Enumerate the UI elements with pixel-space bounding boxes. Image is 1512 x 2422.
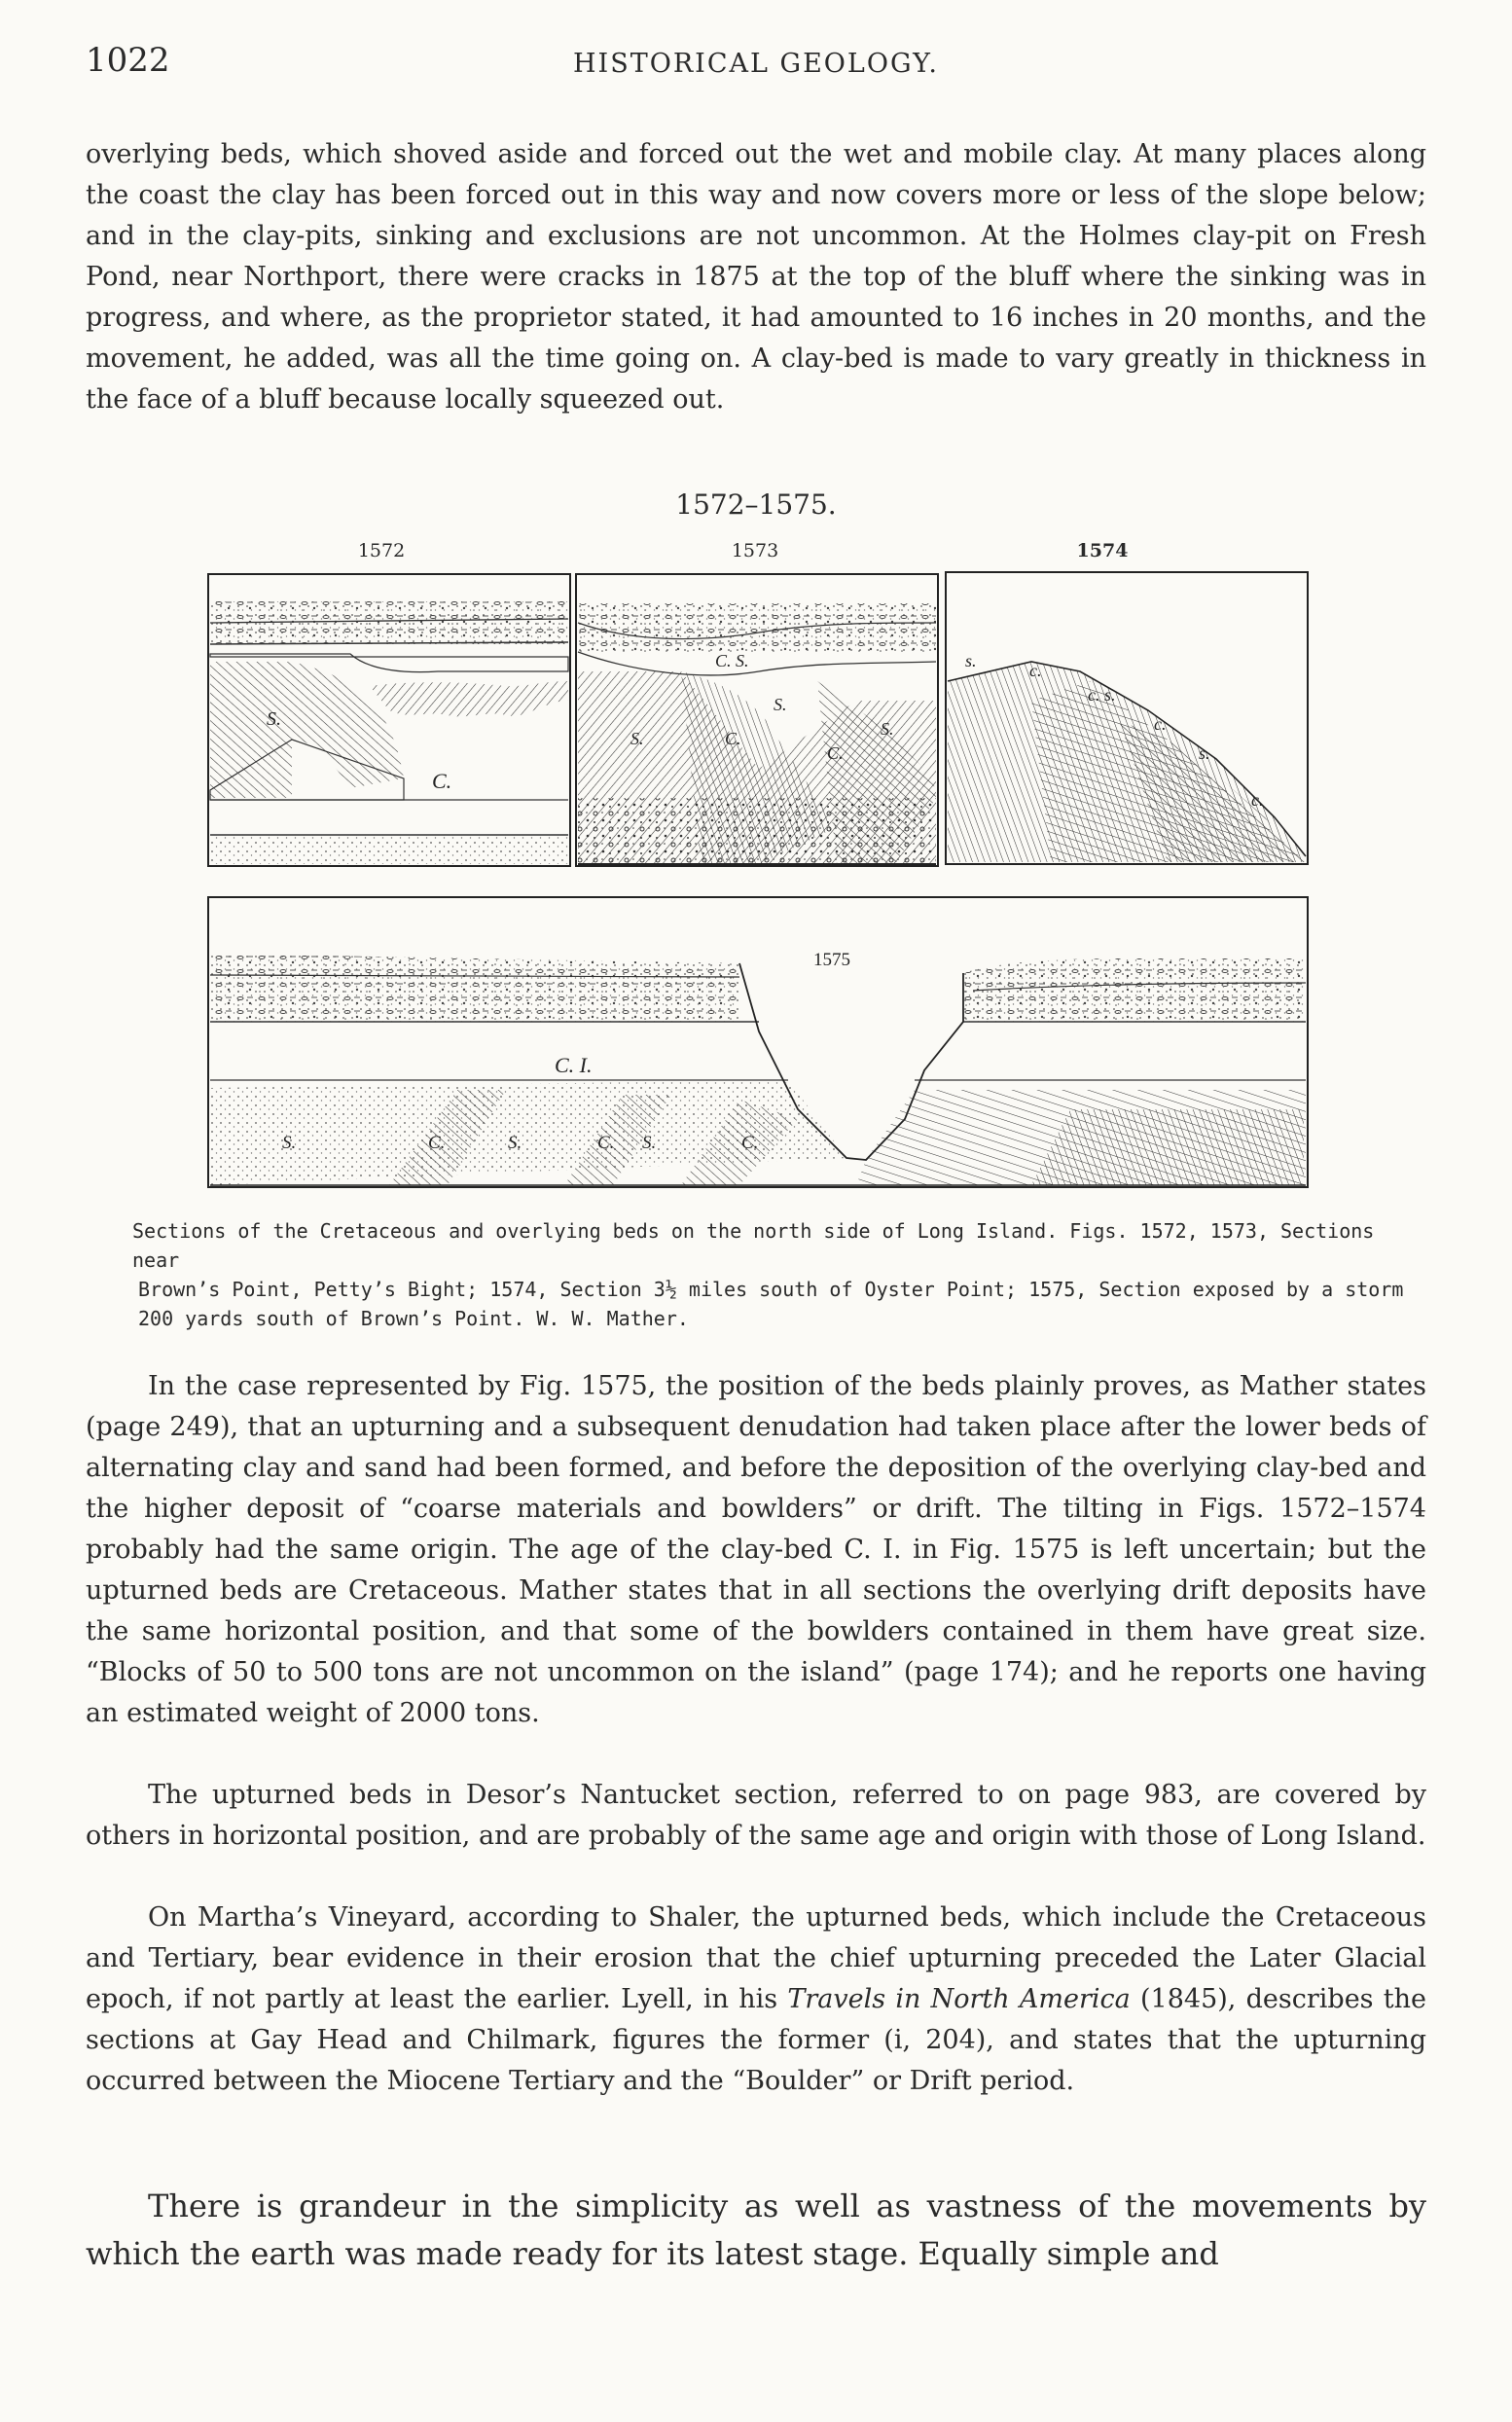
figure-label-1575: 1575 xyxy=(813,950,850,970)
figure-label-1574: 1574 xyxy=(1076,540,1129,561)
annotation-1572-c: C. xyxy=(432,769,452,793)
page-number: 1022 xyxy=(86,41,170,80)
paragraph-4-text-a: On Martha’s Vineyard, according to Shaler, the upturned beds, which include the Cretaceous and Tertiary, bear evidence in their erosion that the chief upturning preceded the Later Glacial epoch, if not partly at least the earlier. Lyell, in his xyxy=(86,1902,1426,2014)
annotation-1575-c2: C. xyxy=(597,1133,615,1153)
paragraph-3: The upturned beds in Desor’s Nantucket section, referred to on page 983, are covered by others in horizontal position, and are probably of the same age and origin with those of Long Island. xyxy=(86,1780,1426,1851)
caption-line-1: Sections of the Cretaceous and overlying beds on the north side of Long Island. Figs. 1572, 1573, Sections near xyxy=(132,1219,1375,1272)
annotation-1573-s2: S. xyxy=(774,695,787,714)
paragraph-5: There is grandeur in the simplicity as well as vastness of the movements by which the earth was made ready for its latest stage. Equally simple and xyxy=(86,2187,1426,2272)
annotation-1573-s1: S. xyxy=(630,729,644,748)
paragraph-2: In the case represented by Fig. 1575, the position of the beds plainly proves, as Mather states (page 249), that an upturning and a subsequent denudation had taken place after the lower beds of alternating clay and sand had been formed, and before the deposition of the overlying clay-bed and the higher deposit of “coarse materials and bowlders” or drift. The tilting in Figs. 1572–1574 probably had the same origin. The age of the clay-bed C. I. in Fig. 1575 is left uncertain; but the upturned beds are Cretaceous. Mather states that in all sections the overlying drift deposits have the same horizontal position, and that some of the bowlders contained in them have great size. “Blocks of 50 to 500 tons are not uncommon on the island” (page 174); and he reports one having an estimated weight of 2000 tons. xyxy=(86,1371,1426,1728)
annotation-1575-s3: S. xyxy=(642,1133,657,1153)
annotation-1573-c2: C. xyxy=(827,743,844,763)
section-1574 xyxy=(946,572,1308,864)
annotation-1573-cs: C. S. xyxy=(715,651,749,670)
annotation-1574-cs: c. s. xyxy=(1088,685,1116,705)
annotation-1575-c3: C. xyxy=(741,1133,759,1153)
annotation-1574-s1: s. xyxy=(965,651,977,670)
running-title: HISTORICAL GEOLOGY. xyxy=(572,49,939,79)
annotation-1575-s2: S. xyxy=(508,1133,522,1153)
annotation-1574-c1: c. xyxy=(1029,661,1042,680)
paragraph-4-text-b: (1845), describes the sections at Gay Head and Chilmark, figures the former (i, 204), and states that the upturning occurred between the Miocene Tertiary and the “Boulder” or Drift period. xyxy=(86,1984,1427,2096)
section-1572 xyxy=(208,574,570,866)
annotation-1572-s: S. xyxy=(267,708,281,730)
book-title: Travels in North America xyxy=(787,1984,1131,2014)
annotation-1573-s3: S. xyxy=(881,719,894,739)
figure-title: 1572–1575. xyxy=(675,488,837,521)
geological-sections-figure xyxy=(0,0,1512,1207)
paragraph-1: overlying beds, which shoved aside and forced out the wet and mobile clay. At many places along the coast the clay has been forced out in this way and now covers more or less of the slope below; and in the clay-pits, sinking and exclusions are not uncommon. At the Holmes clay-pit on Fresh Pond, near Northport, there were cracks in 1875 at the top of the bluff where the sinking was in progress, and where, as the proprietor stated, it had amounted to 16 inches in 20 months, and the movement, he added, was all the time going on. A clay-bed is made to vary greatly in thickness in the face of a bluff because locally squeezed out. xyxy=(86,139,1426,415)
figure-caption xyxy=(132,1216,1426,1333)
annotation-1573-c1: C. xyxy=(725,729,741,748)
annotation-1575-s1: S. xyxy=(282,1133,297,1153)
annotation-1575-c1: C. xyxy=(428,1133,446,1153)
caption-line-3: 200 yards south of Brown’s Point. W. W. Mather. xyxy=(138,1307,689,1330)
annotation-1575-ci: C. I. xyxy=(555,1053,593,1077)
figure-label-1572: 1572 xyxy=(357,540,406,561)
annotation-1574-c3: c. xyxy=(1251,790,1264,810)
figure-label-1573: 1573 xyxy=(731,540,779,561)
caption-line-2: Brown’s Point, Petty’s Bight; 1574, Section 3½ miles south of Oyster Point; 1575, Section exposed by a storm xyxy=(138,1278,1404,1301)
annotation-1574-s2: s. xyxy=(1199,743,1210,763)
paragraph-4 xyxy=(86,1898,1426,2102)
annotation-1574-c2: c. xyxy=(1154,714,1167,734)
